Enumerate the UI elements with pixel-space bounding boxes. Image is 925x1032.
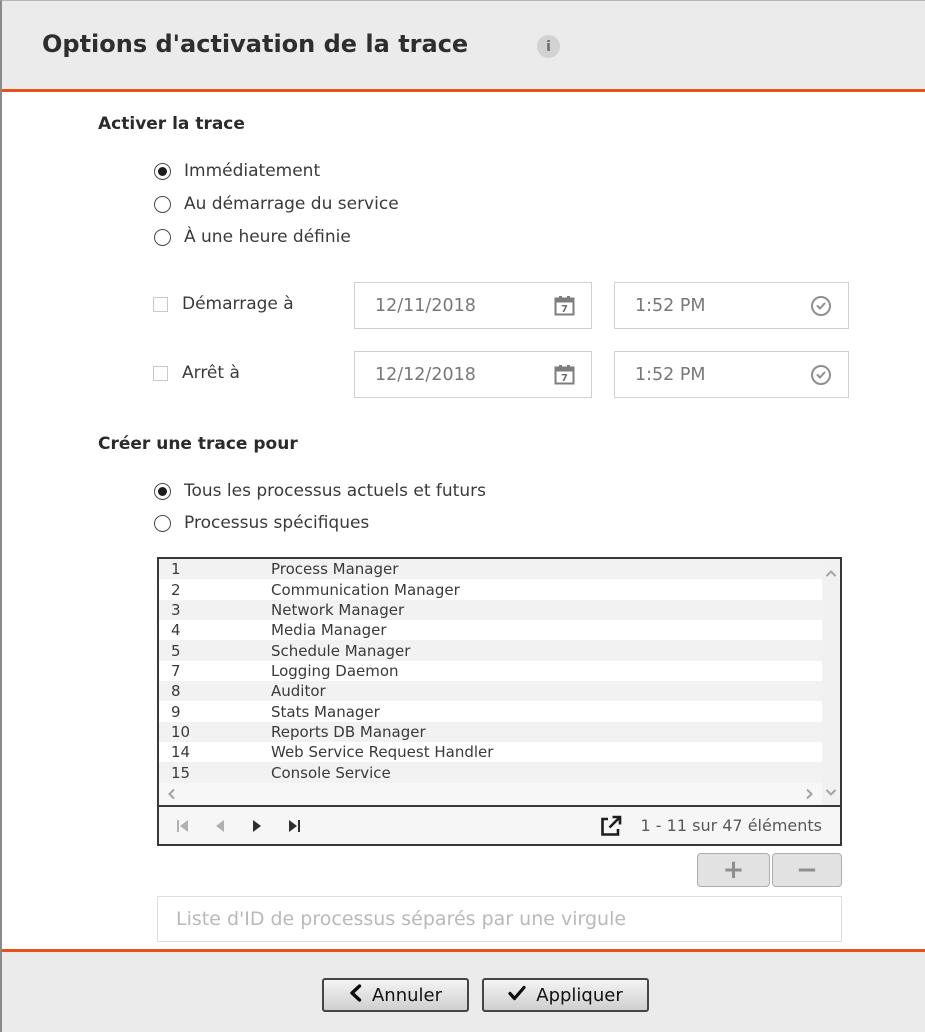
radio-option-specific-processes[interactable] (154, 511, 369, 535)
svg-text:7: 7 (561, 373, 568, 384)
next-page-button[interactable] (249, 818, 264, 833)
table-row[interactable] (159, 559, 822, 579)
row-name: Auditor (271, 682, 326, 701)
radio-icon[interactable] (154, 483, 171, 500)
pager-status: 1 - 11 sur 47 éléments (640, 816, 822, 835)
stop-at-label[interactable]: Arrêt à (182, 363, 240, 383)
info-icon[interactable]: i (537, 35, 560, 58)
section-heading-trace-for: Créer une trace pour (98, 434, 298, 454)
remove-process-button[interactable]: − (772, 853, 842, 887)
stop-time-field[interactable] (614, 351, 849, 398)
process-table (157, 557, 842, 846)
radio-label[interactable]: À une heure définie (184, 227, 351, 247)
start-at-label[interactable]: Démarrage à (182, 294, 294, 314)
row-name: Stats Manager (271, 702, 380, 721)
stop-time-value[interactable]: 1:52 PM (635, 364, 706, 385)
radio-option-immediately[interactable] (154, 159, 320, 183)
row-name: Logging Daemon (271, 661, 399, 680)
table-pager (159, 805, 840, 844)
page-title: Options d'activation de la trace (42, 30, 469, 58)
row-id: 8 (171, 682, 181, 701)
row-name: Console Service (271, 763, 391, 782)
row-id: 2 (171, 580, 181, 599)
table-row[interactable] (159, 640, 822, 660)
table-row[interactable] (159, 701, 822, 721)
row-name: Reports DB Manager (271, 722, 426, 741)
export-icon[interactable] (599, 814, 623, 838)
row-id: 7 (171, 661, 181, 680)
svg-text:7: 7 (561, 304, 568, 315)
stop-at-checkbox[interactable] (153, 366, 168, 381)
check-icon (508, 985, 526, 1006)
vertical-scrollbar[interactable] (822, 559, 840, 805)
radio-icon[interactable] (154, 196, 171, 213)
table-row[interactable] (159, 620, 822, 640)
cancel-button[interactable] (322, 978, 469, 1012)
row-name: Communication Manager (271, 580, 460, 599)
scroll-down-icon[interactable] (825, 782, 837, 801)
table-row[interactable] (159, 722, 822, 742)
scroll-right-icon[interactable] (805, 785, 814, 804)
table-row[interactable] (159, 762, 822, 782)
row-name: Web Service Request Handler (271, 743, 494, 762)
start-at-checkbox[interactable] (153, 297, 168, 312)
start-time-field[interactable] (614, 282, 849, 329)
table-row[interactable] (159, 661, 822, 681)
dialog-header (2, 1, 925, 89)
radio-option-all-processes[interactable] (154, 479, 486, 503)
scroll-up-icon[interactable] (825, 563, 837, 582)
row-id: 5 (171, 641, 181, 660)
row-id: 14 (171, 743, 191, 762)
apply-button-label: Appliquer (536, 984, 623, 1006)
table-row[interactable] (159, 681, 822, 701)
start-date-value[interactable]: 12/11/2018 (375, 295, 476, 316)
cancel-button-label: Annuler (371, 984, 442, 1006)
row-id: 1 (171, 560, 181, 579)
row-id: 10 (171, 722, 191, 741)
process-grid (159, 559, 822, 783)
clock-icon[interactable] (810, 295, 832, 317)
previous-page-button[interactable] (212, 818, 227, 833)
chevron-left-icon (349, 984, 362, 1007)
stop-date-field[interactable] (354, 351, 592, 398)
radio-icon[interactable] (154, 229, 171, 246)
table-row[interactable] (159, 579, 822, 599)
process-id-list-input[interactable] (157, 896, 842, 942)
dialog-footer (2, 952, 925, 1032)
radio-option-defined-time[interactable] (154, 225, 351, 249)
start-time-value[interactable]: 1:52 PM (635, 295, 706, 316)
radio-option-service-start[interactable] (154, 192, 399, 216)
table-row[interactable] (159, 742, 822, 762)
row-id: 9 (171, 702, 181, 721)
pager-nav (175, 807, 301, 844)
row-id: 3 (171, 600, 181, 619)
row-name: Media Manager (271, 621, 387, 640)
apply-button[interactable] (482, 978, 649, 1012)
first-page-button[interactable] (175, 818, 190, 833)
header-accent-divider (2, 89, 925, 92)
radio-icon[interactable] (154, 515, 171, 532)
radio-icon[interactable] (154, 163, 171, 180)
last-page-button[interactable] (286, 818, 301, 833)
calendar-icon[interactable] (554, 295, 575, 316)
section-heading-activate: Activer la trace (98, 114, 245, 134)
stop-date-value[interactable]: 12/12/2018 (375, 364, 476, 385)
add-process-button[interactable]: + (697, 853, 770, 887)
row-id: 15 (171, 763, 191, 782)
row-id: 4 (171, 621, 181, 640)
table-row[interactable] (159, 600, 822, 620)
radio-label[interactable]: Au démarrage du service (184, 194, 399, 214)
row-name: Network Manager (271, 600, 405, 619)
clock-icon[interactable] (810, 364, 832, 386)
calendar-icon[interactable] (554, 364, 575, 385)
row-name: Schedule Manager (271, 641, 411, 660)
radio-label[interactable]: Tous les processus actuels et futurs (184, 481, 486, 501)
horizontal-scrollbar[interactable] (159, 783, 822, 805)
radio-label[interactable]: Processus spécifiques (184, 513, 370, 533)
row-name: Process Manager (271, 560, 399, 579)
scroll-left-icon[interactable] (167, 785, 176, 804)
start-date-field[interactable] (354, 282, 592, 329)
radio-label[interactable]: Immédiatement (184, 161, 321, 181)
